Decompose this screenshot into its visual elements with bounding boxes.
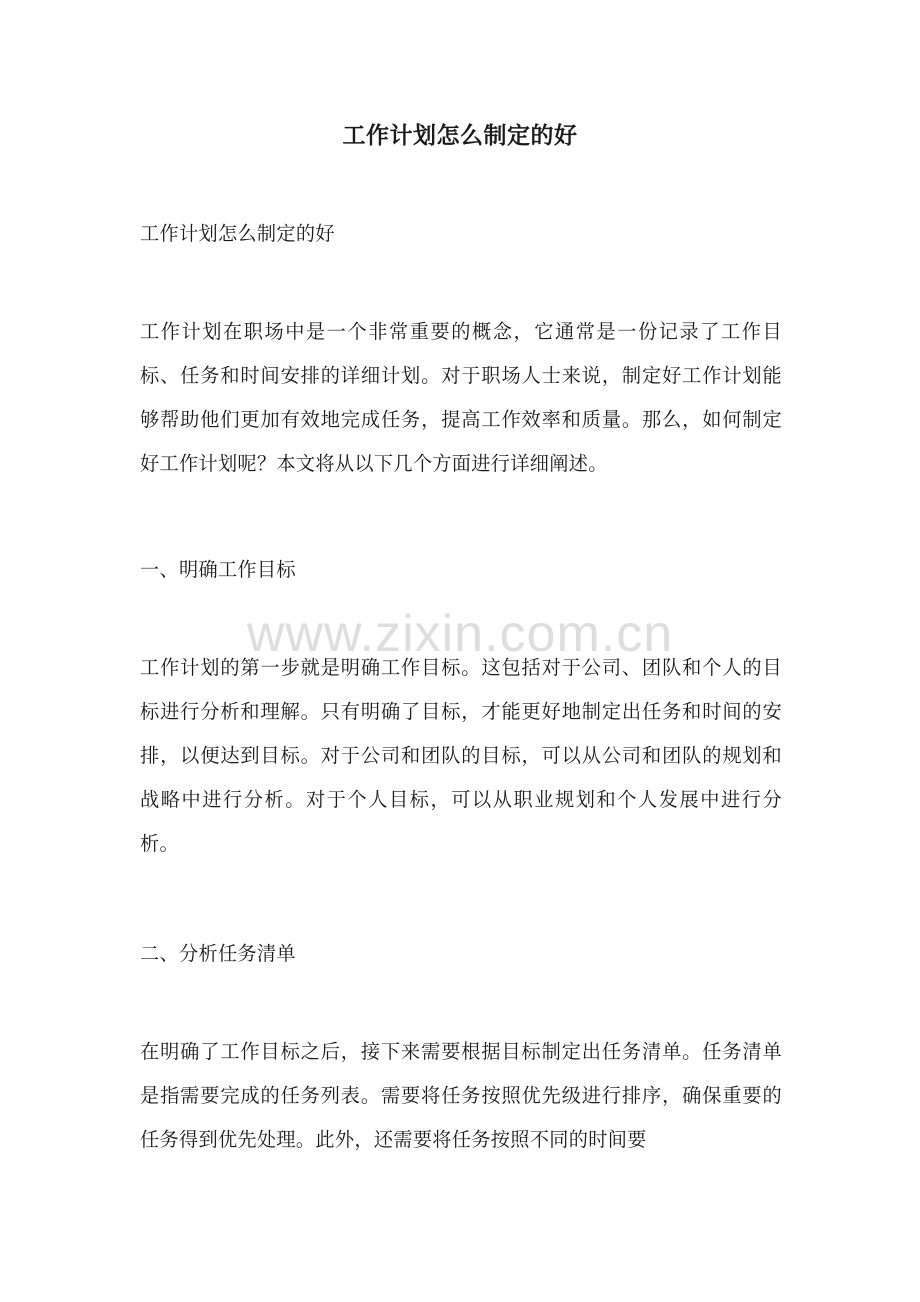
section-paragraph-2: 在明确了工作目标之后，接下来需要根据目标制定出任务清单。任务清单是指需要完成的任务列表。需要将任务按照优先级进行排序，确保重要的任务得到优先处理。此外，还需要将任务按照不同的时间要 bbox=[140, 1040, 782, 1151]
section-heading-2: 二、分析任务清单 bbox=[140, 942, 296, 965]
section-paragraph-1: 工作计划的第一步就是明确工作目标。这包括对于公司、团队和个人的目标进行分析和理解。只有明确了目标，才能更好地制定出任务和时间的安排，以便达到目标。对于公司和团队的目标，可以从公司和团队的规划和战略中进行分析。对于个人目标，可以从职业规划和个人发展中进行分析。 bbox=[140, 656, 782, 855]
watermark: www.zixin.com.cn bbox=[246, 605, 674, 663]
document-title: 工作计划怎么制定的好 bbox=[342, 122, 578, 149]
document-subtitle: 工作计划怎么制定的好 bbox=[140, 222, 335, 245]
intro-paragraph: 工作计划在职场中是一个非常重要的概念，它通常是一份记录了工作目标、任务和时间安排的详细计划。对于职场人士来说，制定好工作计划能够帮助他们更加有效地完成任务，提高工作效率和质量。那么，如何制定好工作计划呢？本文将从以下几个方面进行详细阐述。 bbox=[140, 320, 782, 475]
section-heading-1: 一、明确工作目标 bbox=[140, 558, 296, 581]
